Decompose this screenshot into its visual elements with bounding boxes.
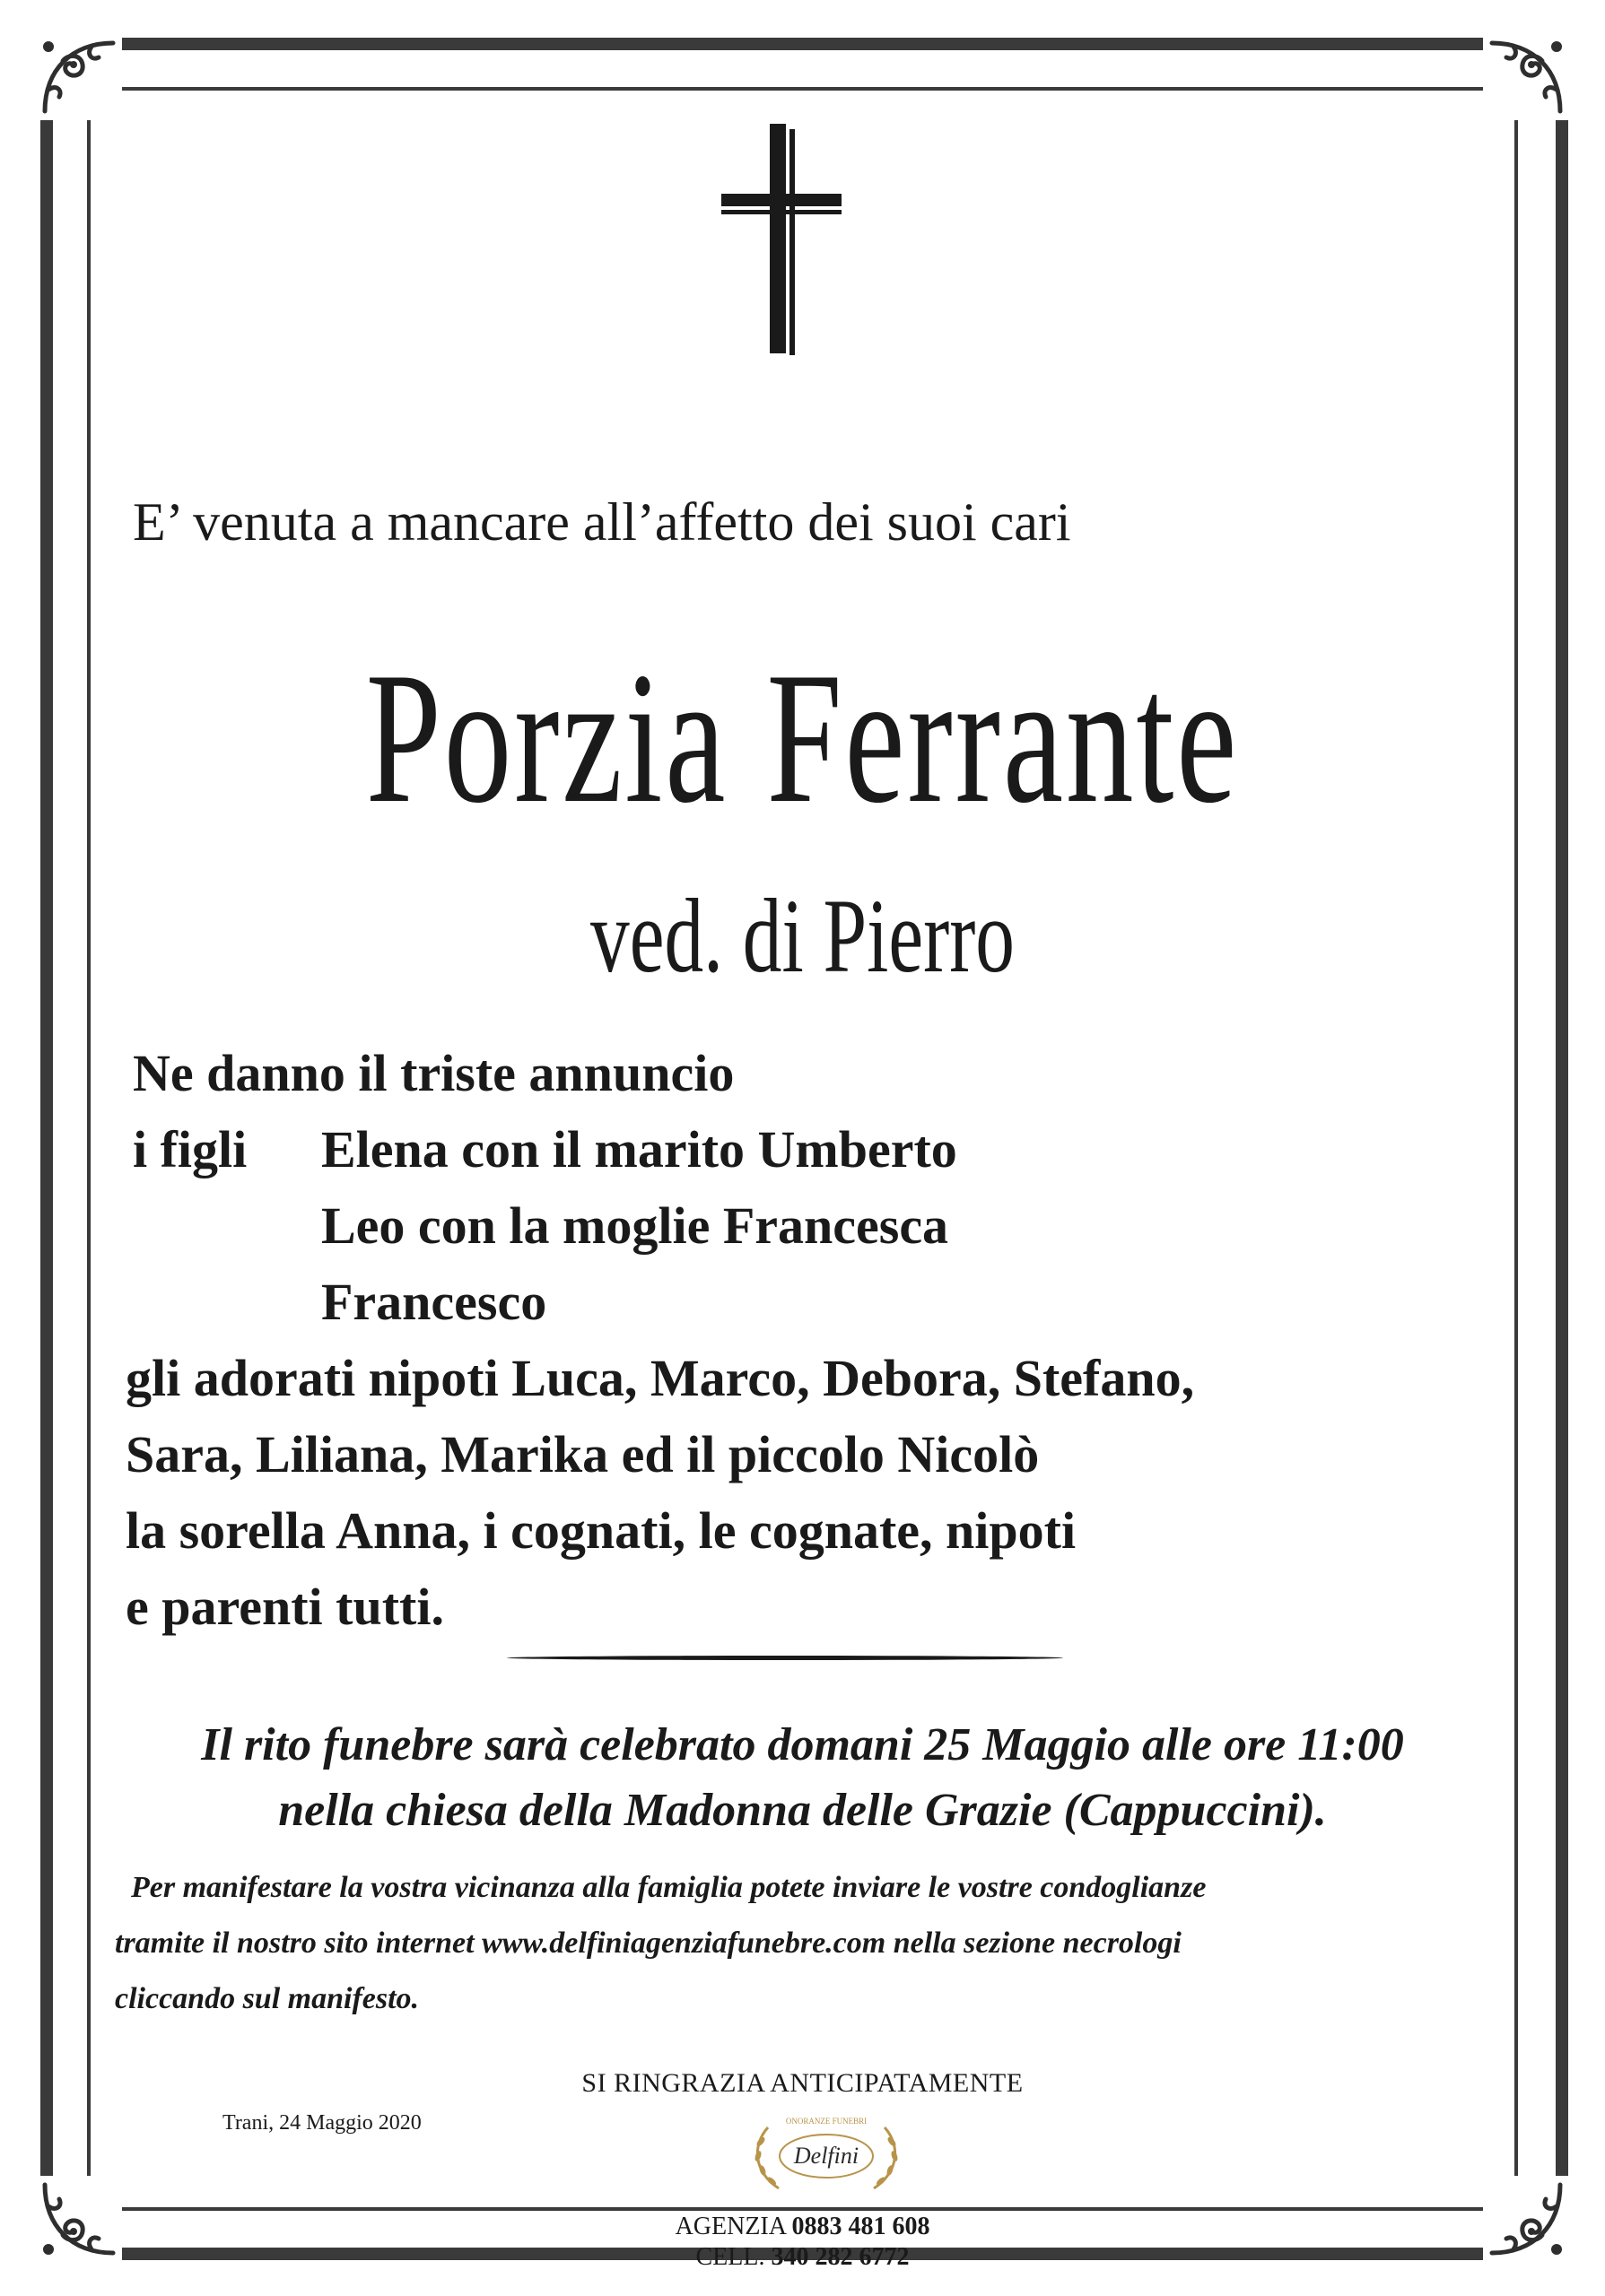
deceased-last-name: Ferrante	[766, 634, 1240, 842]
child-line: Leo con la moglie Francesca	[321, 1196, 949, 1255]
widow-of-text: ved. di Pierro	[590, 877, 1015, 995]
grandchildren-line: gli adorati nipoti Luca, Marco, Debora, Stefano,	[126, 1349, 1195, 1407]
logo-name: Delfini	[793, 2143, 859, 2169]
child-line: Elena con il marito Umberto	[321, 1120, 957, 1178]
intro-text: E’ venuta a mancare all’affetto dei suoi cari	[133, 492, 1071, 552]
condolences-line: tramite il nostro sito internet www.delfiniagenziafunebre.com nella sezione necrologi	[115, 1926, 1182, 1960]
agency-mobile-line	[0, 2245, 1605, 2270]
funeral-line: nella chiesa della Madonna delle Grazie (Cappuccini).	[278, 1785, 1327, 1836]
funeral-line: Il rito funebre sarà celebrato domani 25 Maggio alle ore 11:00	[201, 1719, 1404, 1770]
siblings-line: la sorella Anna, i cognati, le cognate, nipoti	[126, 1501, 1077, 1560]
corner-ornament-icon	[1483, 34, 1569, 120]
relatives-line: e parenti tutti.	[126, 1578, 444, 1636]
logo-small-text: ONORANZE FUNEBRI	[785, 2117, 868, 2126]
phone-number: 0883 481 608	[791, 2213, 930, 2240]
thanks-text: SI RINGRAZIA ANTICIPATAMENTE	[581, 2068, 1024, 2098]
agency-phone-line	[0, 2214, 1605, 2239]
divider-rule	[507, 1656, 1063, 1660]
condolences-line: cliccando sul manifesto.	[115, 1982, 420, 2015]
deceased-name	[224, 634, 1380, 842]
corner-ornament-icon	[36, 34, 122, 120]
condolences-line: Per manifestare la vostra vicinanza alla famiglia potete inviare le vostre condoglianze	[131, 1871, 1207, 1904]
deceased-first-name: Porzia	[365, 634, 728, 842]
phone-label: AGENZIA	[675, 2213, 786, 2240]
agency-logo-icon	[743, 2109, 910, 2197]
children-label: i figli	[133, 1120, 248, 1178]
mobile-number: 340 282 6772	[771, 2243, 910, 2271]
mobile-label: CELL.	[695, 2243, 765, 2271]
child-line: Francesco	[321, 1273, 547, 1331]
cross-icon	[718, 124, 843, 357]
place-date-text: Trani, 24 Maggio 2020	[222, 2111, 422, 2135]
grandchildren-line: Sara, Liliana, Marika ed il piccolo Nicolò	[126, 1425, 1040, 1483]
announcement-line: Ne danno il triste annuncio	[133, 1044, 735, 1102]
